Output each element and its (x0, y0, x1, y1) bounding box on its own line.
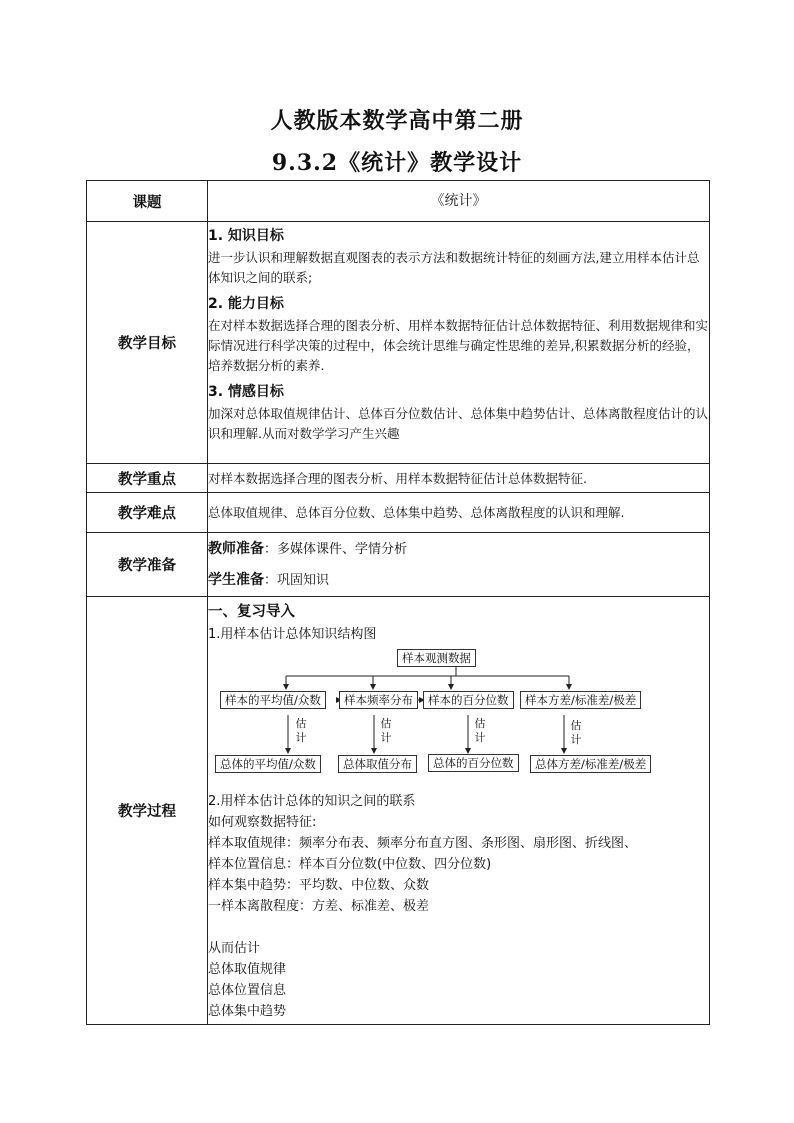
relation-caption: 2.用样本估计总体的知识之间的联系 (208, 794, 416, 809)
document-title: 人教版本数学高中第二册 (270, 108, 524, 134)
process-line-3: 样本位置信息：样本百分位数(中位数、四分位数) (208, 857, 492, 872)
process-line-9: 总体位置信息 (208, 983, 287, 998)
goal-3-heading: 3. 情感目标 (208, 384, 284, 400)
goal-2-text: 在对样本数据选择合理的图表分析、用样本数据特征估计总体数据特征、利用数据规律和实际情况进行科学决策的过程中，体会统计思维与确定性思维的差异,积累数据分析的经验，培养数据分析的素养. (208, 318, 709, 373)
diagram-sample-mean-box: 样本的平均值/众数 (220, 691, 326, 709)
goal-2-heading: 2. 能力目标 (208, 296, 284, 312)
student-prep-value: ：巩固知识 (264, 572, 330, 588)
document-subtitle: 9.3.2《统计》教学设计 (271, 150, 523, 176)
goals-content (208, 222, 710, 464)
teacher-prep-label: 教师准备 (208, 540, 264, 557)
preparation-row (87, 533, 710, 597)
difficulty-value: 总体取值规律、总体百分位数、总体集中趋势、总体离散程度的认识和理解. (208, 493, 710, 533)
estimate-label-1: 估 计 (295, 717, 307, 744)
preparation-label: 教学准备 (87, 533, 208, 597)
key-points-value: 对样本数据选择合理的图表分析、用样本数据特征估计总体数据特征. (208, 464, 710, 493)
diagram-sample-variance-box: 样本方差/标准差/极差 (520, 691, 641, 709)
topic-label: 课题 (87, 181, 208, 222)
structure-diagram-caption: 1.用样本估计总体知识结构图 (208, 627, 377, 642)
process-label: 教学过程 (87, 597, 208, 1025)
estimate-label-3: 估 计 (474, 717, 486, 744)
process-line-1: 如何观察数据特征: (208, 815, 317, 830)
lesson-plan-table (86, 180, 710, 1025)
goals-row (87, 222, 710, 464)
goal-1-text: 进一步认识和理解数据直观图表的表示方法和数据统计特征的刻画方法,建立用样本估计总体知识之间的联系; (208, 250, 700, 285)
student-prep-label: 学生准备 (208, 571, 264, 588)
difficulty-row (87, 493, 710, 533)
section-review-heading: 一、复习导入 (208, 604, 295, 620)
process-content (208, 597, 710, 1025)
process-line-7: 从而估计 (208, 941, 261, 956)
diagram-population-variance-box: 总体方差/标准差/极差 (530, 755, 651, 773)
diagram-population-mean-box: 总体的平均值/众数 (215, 755, 321, 773)
diagram-population-distribution-box: 总体取值分布 (338, 755, 417, 773)
key-points-row (87, 464, 710, 493)
process-line-2: 样本取值规律：频率分布表、频率分布直方图、条形图、扇形图、折线图、 (208, 836, 638, 851)
diagram-population-percentile-box: 总体的百分位数 (428, 754, 519, 772)
knowledge-structure-diagram (212, 649, 662, 789)
key-points-label: 教学重点 (87, 464, 208, 493)
process-line-8: 总体取值规律 (208, 962, 287, 977)
goal-1-heading: 1. 知识目标 (208, 228, 284, 244)
teacher-prep (208, 534, 709, 565)
diagram-sample-frequency-box: 样本频率分布 (339, 691, 418, 709)
topic-row (87, 181, 710, 222)
estimate-label-4: 估 计 (570, 719, 582, 746)
process-line-4: 样本集中趋势：平均数、中位数、众数 (208, 878, 430, 893)
preparation-content (208, 533, 710, 597)
diagram-root-box: 样本观测数据 (397, 649, 476, 667)
estimate-label-2: 估 计 (380, 717, 392, 744)
difficulty-label: 教学难点 (87, 493, 208, 533)
goals-label: 教学目标 (87, 222, 208, 464)
process-row (87, 597, 710, 1025)
diagram-sample-percentile-box: 样本的百分位数 (423, 691, 514, 709)
process-line-5: 一样本离散程度：方差、标准差、极差 (208, 899, 430, 914)
goal-3-text: 加深对总体取值规律估计、总体百分位数估计、总体集中趋势估计、总体离散程度估计的认识和理解.从而对数学学习产生兴趣 (208, 406, 709, 441)
process-line-10: 总体集中趋势 (208, 1004, 287, 1019)
student-prep (208, 565, 709, 596)
teacher-prep-value: ：多媒体课件、学情分析 (264, 541, 408, 557)
process-blank-line (208, 917, 709, 938)
topic-value: 《统计》 (208, 181, 710, 222)
